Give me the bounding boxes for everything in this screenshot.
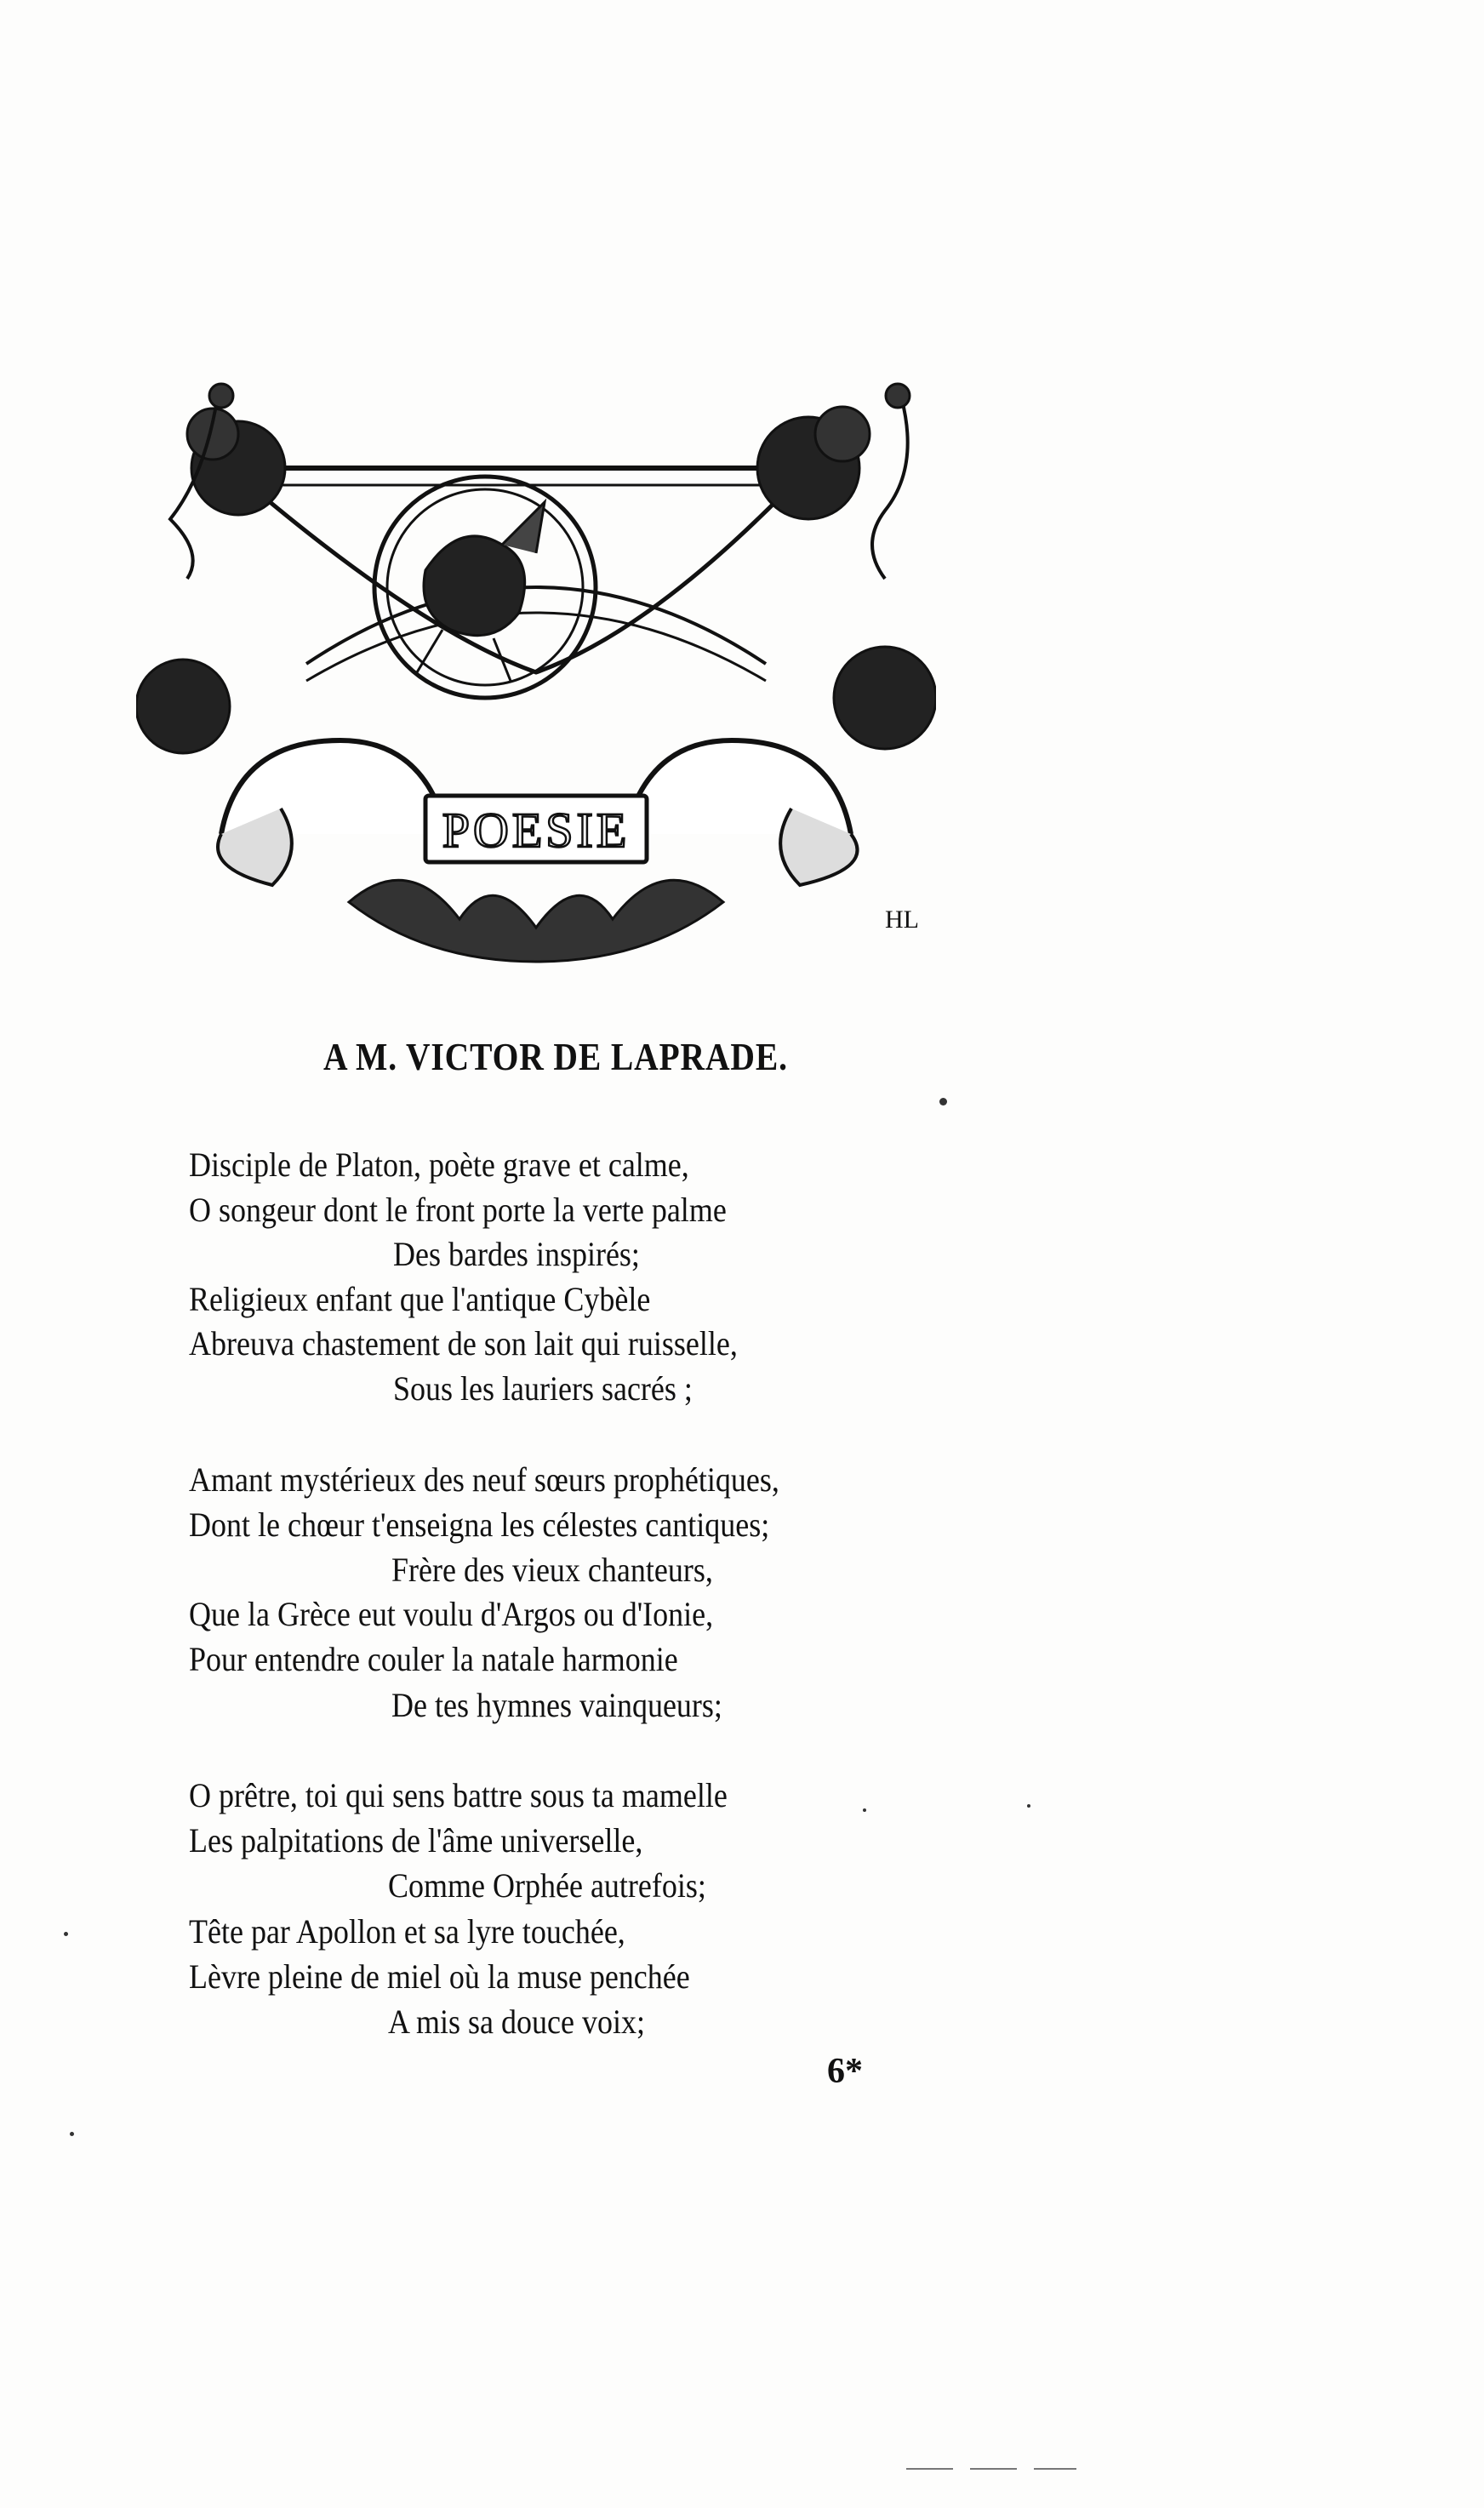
verse-line: Tête par Apollon et sa lyre touchée, (189, 1912, 625, 1951)
verse-line: O songeur dont le front porte la verte palme (189, 1191, 727, 1229)
verse-line: De tes hymnes vainqueurs; (391, 1686, 722, 1724)
verse-line: Des bardes inspirés; (393, 1235, 640, 1273)
verse-line: Religieux enfant que l'antique Cybèle (189, 1280, 651, 1318)
scan-speck (70, 2132, 74, 2136)
verse-line: Frère des vieux chanteurs, (391, 1551, 713, 1589)
verse-line: Sous les lauriers sacrés ; (393, 1369, 693, 1408)
poesie-vignette (136, 374, 936, 970)
vignette-banner-text: POESIE (442, 803, 631, 858)
verse-line: Comme Orphée autrefois; (388, 1866, 706, 1905)
verse-line: Pour entendre couler la natale harmonie (189, 1640, 678, 1678)
verse-line: Que la Grèce eut voulu d'Argos ou d'Ionie, (189, 1595, 714, 1633)
scan-speck (939, 1098, 947, 1105)
engraver-monogram: HL (885, 906, 919, 934)
scan-speck (863, 1808, 866, 1812)
scan-speck (64, 1932, 68, 1936)
verse-line: Dont le chœur t'enseigna les célestes cantiques; (189, 1505, 770, 1544)
scan-edge-mark (906, 2468, 953, 2470)
verse-line: Les palpitations de l'âme universelle, (189, 1821, 643, 1860)
scan-edge-mark (1034, 2468, 1076, 2470)
scan-speck (1027, 1804, 1030, 1808)
verse-line: O prêtre, toi qui sens battre sous ta mamelle (189, 1776, 728, 1814)
poem-title: A M. VICTOR DE LAPRADE. (323, 1035, 788, 1078)
scan-edge-mark (970, 2468, 1017, 2470)
verse-line: Amant mystérieux des neuf sœurs prophétiques, (189, 1460, 779, 1499)
verse-line: Lèvre pleine de miel où la muse penchée (189, 1957, 690, 1996)
verse-line: A mis sa douce voix; (388, 2002, 645, 2041)
verse-line: Abreuva chastement de son lait qui ruisselle, (189, 1324, 738, 1363)
page-number: 6* (827, 2052, 863, 2091)
verse-line: Disciple de Platon, poète grave et calme, (189, 1145, 689, 1184)
